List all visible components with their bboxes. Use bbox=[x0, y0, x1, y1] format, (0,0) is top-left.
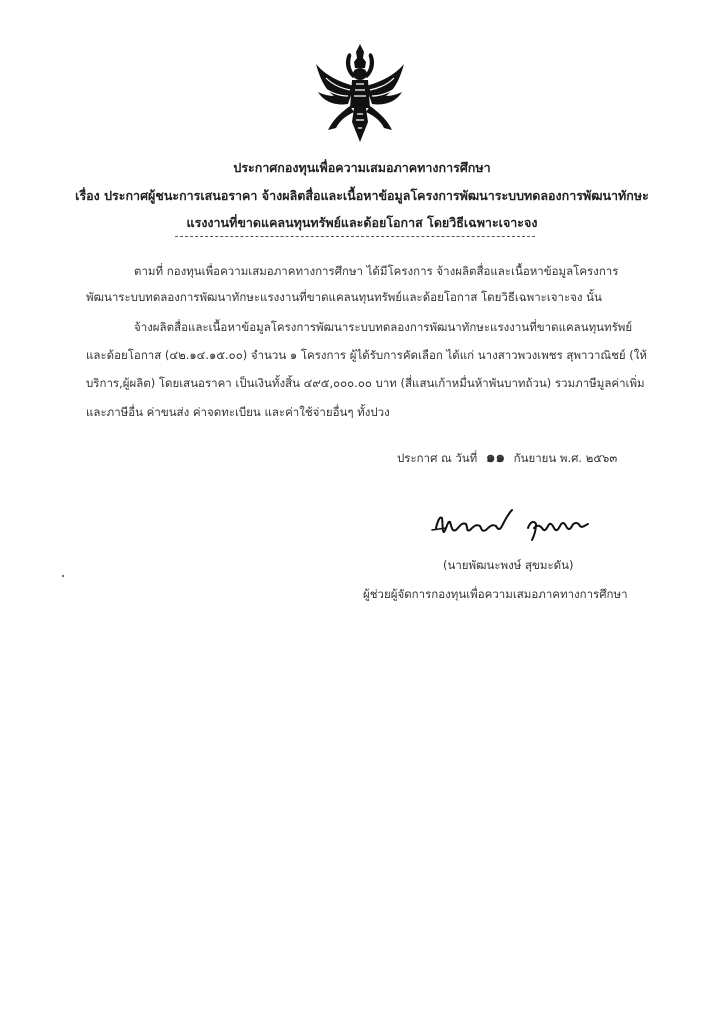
paragraph-2-line-4: และภาษีอื่น ค่าขนส่ง ค่าจดทะเบียน และค่าใช้จ่ายอื่นๆ ทั้งปวง bbox=[86, 405, 390, 419]
date-month-year: กันยายน พ.ศ. ๒๕๖๓ bbox=[513, 451, 618, 465]
date-day: ๑๑ bbox=[485, 448, 505, 466]
signatory-name: (นายพัฒนะพงษ์ สุขมะดัน) bbox=[443, 558, 574, 572]
announcement-date bbox=[397, 445, 617, 469]
paragraph-2-line-3: บริการ,ผู้ผลิต) โดยเสนอราคา เป็นเงินทั้งสิ้น ๔๙๕,๐๐๐.๐๐ บาท (สี่แสนเก้าหมื่นห้าพันบาทถ้วน) รวมภาษีมูลค่าเพิ่ม bbox=[86, 376, 645, 390]
paragraph-2-line-2: และด้อยโอกาส (๔๒.๑๔.๑๕.๐๐) จำนวน ๑ โครงการ ผู้ได้รับการคัดเลือก ได้แก่ นางสาวพวงเพชร สุพาวาณิชย์ (ให้ bbox=[86, 348, 647, 362]
paragraph-1-line-1: ตามที่ กองทุนเพื่อความเสมอภาคทางการศึกษา ได้มีโครงการ จ้างผลิตสื่อและเนื้อหาข้อมูลโครงการ bbox=[134, 264, 619, 278]
paragraph-1-line-2: พัฒนาระบบทดลองการพัฒนาทักษะแรงงานที่ขาดแคลนทุนทรัพย์และด้อยโอกาส โดยวิธีเฉพาะเจาะจง นั้น bbox=[86, 290, 602, 304]
garuda-emblem-icon bbox=[310, 42, 410, 144]
document-title: ประกาศกองทุนเพื่อความเสมอภาคทางการศึกษา bbox=[233, 160, 491, 175]
handwritten-signature bbox=[430, 506, 600, 542]
dashed-divider bbox=[175, 236, 535, 237]
date-prefix: ประกาศ ณ วันที่ bbox=[397, 451, 478, 465]
paragraph-2-line-1: จ้างผลิตสื่อและเนื้อหาข้อมูลโครงการพัฒนาระบบทดลองการพัฒนาทักษะแรงงานที่ขาดแคลนทุนทรัพย์ bbox=[134, 320, 633, 334]
scan-speck bbox=[62, 575, 64, 577]
signatory-position: ผู้ช่วยผู้จัดการกองทุนเพื่อความเสมอภาคทางการศึกษา bbox=[363, 587, 628, 601]
document-subject-line-1: เรื่อง ประกาศผู้ชนะการเสนอราคา จ้างผลิตสื่อและเนื้อหาข้อมูลโครงการพัฒนาระบบทดลองการพัฒนาทักษะ bbox=[75, 188, 649, 203]
document-subject-line-2: แรงงานที่ขาดแคลนทุนทรัพย์และด้อยโอกาส โดยวิธีเฉพาะเจาะจง bbox=[186, 215, 538, 230]
